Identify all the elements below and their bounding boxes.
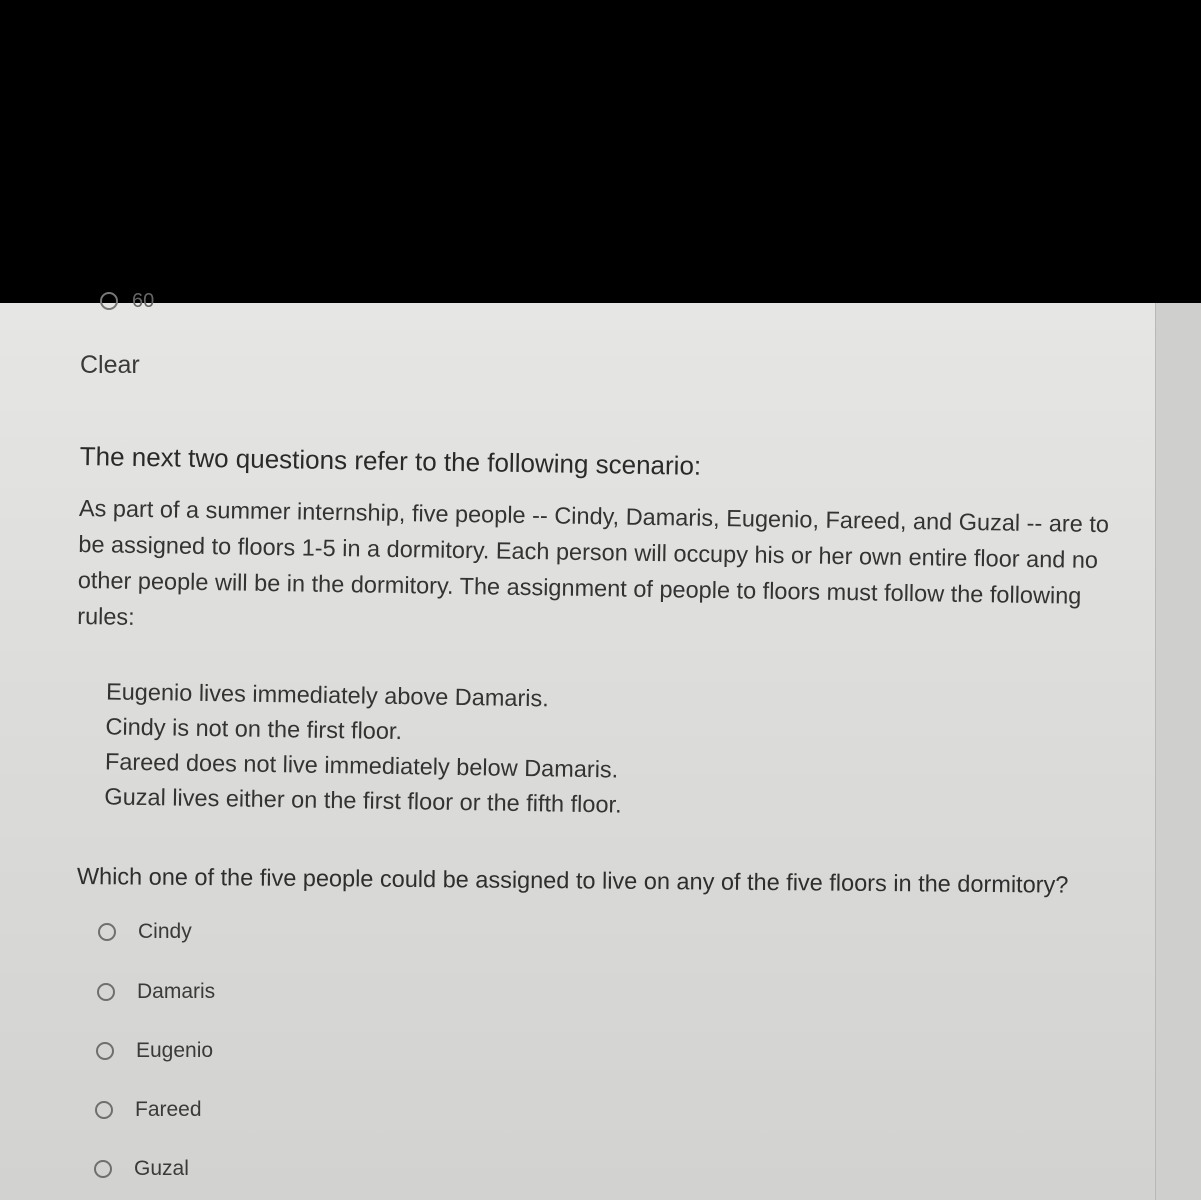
option-label: Damaris	[137, 980, 216, 1003]
right-edge-panel	[1155, 303, 1201, 1200]
scenario-intro: The next two questions refer to the following scenario:	[79, 441, 702, 481]
rule-item: Fareed does not live immediately below Damaris.	[104, 748, 619, 783]
question-text: Which one of the five people could be assigned to live on any of the five floors in the dormitory?	[76, 863, 1069, 898]
option-damaris[interactable]	[97, 980, 215, 1004]
option-guzal[interactable]	[94, 1157, 189, 1181]
radio-icon[interactable]	[96, 1042, 114, 1060]
clear-button[interactable]: Clear	[80, 351, 140, 379]
rule-item: Cindy is not on the first floor.	[105, 713, 403, 745]
radio-icon[interactable]	[95, 1101, 113, 1119]
scenario-description: As part of a summer internship, five people -- Cindy, Damaris, Eugenio, Fareed, and Guzal -- are to be assigned to floors 1-5 in a dormitory. Each person will occupy his or her own entire floor and no other people will be in the dormitory. The assignment of people to floors must follow the following rules:	[77, 494, 1110, 630]
quiz-screen	[0, 289, 1200, 1200]
rule-item: Eugenio lives immediately above Damaris.	[105, 678, 550, 712]
option-label: Fareed	[135, 1098, 202, 1121]
radio-icon[interactable]	[94, 1160, 112, 1178]
option-label: Eugenio	[136, 1039, 214, 1062]
radio-icon[interactable]	[98, 923, 116, 941]
answer-options	[0, 303, 1155, 1200]
option-label: Guzal	[134, 1157, 189, 1180]
option-eugenio[interactable]	[96, 1039, 213, 1063]
option-label: Cindy	[138, 920, 192, 943]
option-fareed[interactable]	[95, 1098, 202, 1122]
option-cindy[interactable]	[98, 920, 192, 944]
rule-item: Guzal lives either on the first floor or the fifth floor.	[104, 783, 622, 818]
previous-option-label: 60	[132, 289, 155, 312]
radio-icon[interactable]	[97, 983, 115, 1001]
